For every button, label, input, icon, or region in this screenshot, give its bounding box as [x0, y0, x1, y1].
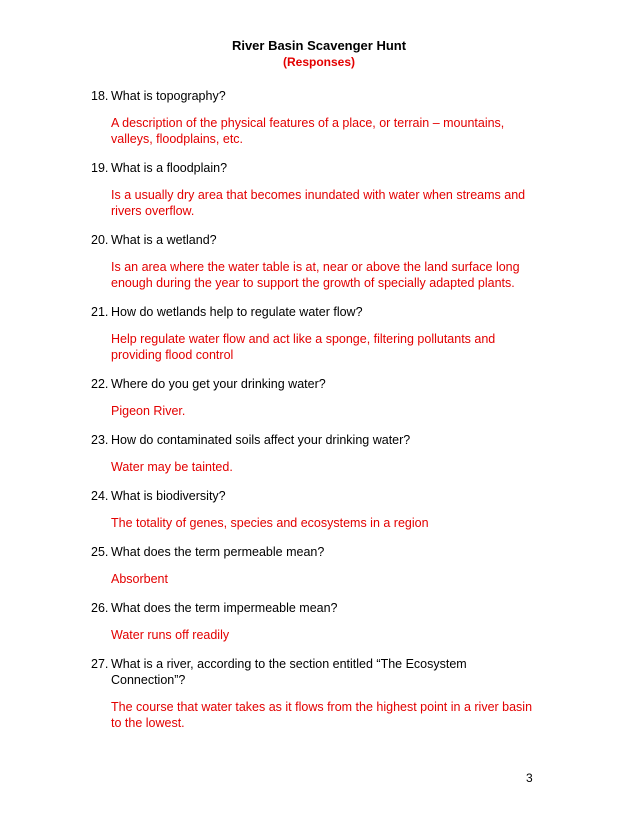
- question-item-19: [91, 160, 541, 219]
- question-number: 19.: [91, 161, 109, 175]
- question-item-24: [91, 488, 541, 531]
- question-text: What does the term permeable mean?: [111, 545, 325, 559]
- question-item-27: [91, 656, 541, 731]
- question-number: 26.: [91, 601, 109, 615]
- answer-text: The course that water takes as it flows from the highest point in a river basin to the lowest.: [111, 700, 533, 730]
- question-text: What is topography?: [111, 89, 226, 103]
- answer-text: Pigeon River.: [111, 404, 186, 418]
- answer-text: Help regulate water flow and act like a sponge, filtering pollutants and providing flood control: [111, 332, 496, 362]
- answer-text: Water may be tainted.: [111, 460, 233, 474]
- question-number: 22.: [91, 377, 109, 391]
- question-item-18: [91, 88, 541, 147]
- answer-text: The totality of genes, species and ecosystems in a region: [111, 516, 429, 530]
- question-number: 24.: [91, 489, 109, 503]
- question-text: What is biodiversity?: [111, 489, 226, 503]
- question-item-26: [91, 600, 541, 643]
- answer-text: Water runs off readily: [111, 628, 230, 642]
- answer-text: Is a usually dry area that becomes inundated with water when streams and rivers overflow.: [111, 188, 526, 218]
- question-text: What is a floodplain?: [111, 161, 228, 175]
- page-title: River Basin Scavenger Hunt: [231, 38, 407, 53]
- question-number: 18.: [91, 89, 109, 103]
- question-text: Where do you get your drinking water?: [111, 377, 326, 391]
- question-item-21: [91, 304, 541, 363]
- question-list: [91, 88, 541, 731]
- question-number: 27.: [91, 657, 109, 671]
- question-text: What is a wetland?: [111, 233, 217, 247]
- question-item-20: [91, 232, 541, 291]
- question-text: How do contaminated soils affect your drinking water?: [111, 433, 411, 447]
- question-text: How do wetlands help to regulate water flow?: [111, 305, 363, 319]
- question-item-25: [91, 544, 541, 587]
- answer-text: A description of the physical features of a place, or terrain – mountains, valleys, floodplains, etc.: [111, 116, 505, 146]
- question-item-22: [91, 376, 541, 419]
- question-number: 20.: [91, 233, 109, 247]
- question-text: What does the term impermeable mean?: [111, 601, 338, 615]
- page-subtitle: (Responses): [282, 55, 356, 69]
- question-number: 25.: [91, 545, 109, 559]
- question-number: 23.: [91, 433, 109, 447]
- answer-text: Is an area where the water table is at, near or above the land surface long enough during the year to support the growth of specially adapted plants.: [111, 260, 520, 290]
- question-number: 21.: [91, 305, 109, 319]
- question-text: What is a river, according to the section entitled “The Ecosystem Connection”?: [111, 657, 467, 687]
- question-item-23: [91, 432, 541, 475]
- page-number: 3: [526, 771, 533, 785]
- answer-text: Absorbent: [111, 572, 168, 586]
